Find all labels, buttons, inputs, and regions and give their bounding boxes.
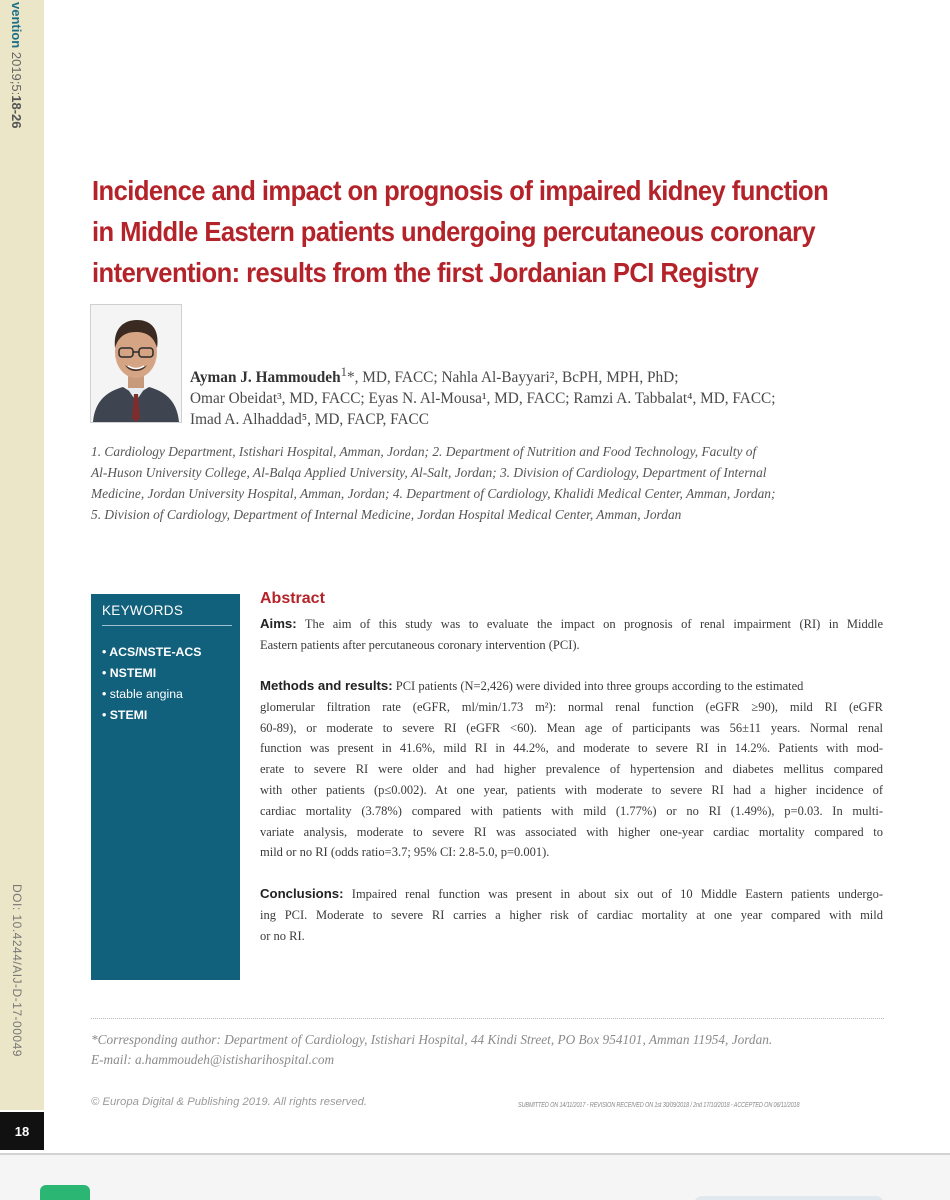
affiliation-line: 1. Cardiology Department, Istishari Hospital, Amman, Jordan; 2. Department of Nutrition and Food Technology, Faculty of	[91, 444, 757, 459]
abstract-heading: Abstract	[260, 590, 325, 607]
abstract-line: glomerular filtration rate (eGFR, ml/min/1.73 m²): normal renal function (eGFR ≥90), mild RI (eGFR	[260, 699, 883, 714]
lead-author-name: Ayman J. Hammoudeh	[190, 369, 341, 387]
abstract-line: or no RI.	[260, 928, 305, 943]
title-line: intervention: results from the first Jordanian PCI Registry	[92, 257, 759, 288]
affiliation-line: 5. Division of Cardiology, Department of Internal Medicine, Jordan Hospital Medical Center, Amman, Jordan	[91, 507, 682, 522]
app-logo-icon[interactable]	[40, 1185, 90, 1200]
title-line: in Middle Eastern patients undergoing percutaneous coronary	[92, 216, 816, 247]
keyword-item: • stable angina	[102, 687, 183, 701]
copyright-notice: © Europa Digital & Publishing 2019. All rights reserved.	[91, 1096, 368, 1108]
author-line: Imad A. Alhaddad⁵, MD, FACP, FACC	[190, 411, 429, 429]
journal-name: vention	[9, 2, 24, 49]
article-title	[92, 170, 845, 293]
journal-volume: 2019;5:18-26	[9, 51, 24, 129]
journal-pages: 18-26	[9, 95, 24, 129]
doi-label: DOI: 10.4244/AIJ-D-17-00049	[10, 884, 24, 1057]
abstract-line: Conclusions: Impaired renal function was present in about six out of 10 Middle Eastern patients undergo-	[260, 886, 883, 901]
page-number: 18	[0, 1112, 44, 1150]
abstract-line: with other patients (p≤0.002). At one year, patients with moderate to severe RI had a higher incidence of	[260, 782, 883, 797]
viewer-bottom-bar	[0, 1153, 950, 1200]
keywords-divider	[102, 625, 232, 626]
abstract-line: 60-89), or moderate to severe RI (eGFR <60). Mean age of participants was 56±11 years. Normal renal	[260, 720, 883, 735]
author-line: Ayman J. Hammoudeh$^1$*, MD, FACC; Nahla Al-Bayyari², BcPH, MPH, PhD;	[190, 365, 679, 387]
abstract-line: Eastern patients after percutaneous coronary intervention (PCI).	[260, 637, 580, 652]
submission-dates: SUBMITTED ON 14/11/2017 - REVISION RECEIVED ON 1st 30/09/2018 / 2nd 17/10/2018 - ACCEPTED ON 06/11/2018	[518, 1100, 800, 1109]
abstract-methods	[260, 676, 883, 863]
keyword-item: • ACS/NSTE-ACS	[102, 645, 202, 659]
affiliations	[91, 441, 891, 525]
aims-label: Aims:	[260, 616, 297, 631]
author-portrait-image	[91, 305, 181, 422]
conclusions-label: Conclusions:	[260, 886, 344, 901]
abstract-line: variate analysis, moderate to severe RI was associated with higher one-year cardiac mortality compared to	[260, 824, 883, 839]
author-photo	[90, 304, 182, 423]
author-list	[190, 362, 890, 430]
abstract-conclusions	[260, 884, 883, 946]
keyword-item: • STEMI	[102, 708, 148, 722]
abstract-line: function was present in 41.6%, mild RI in 44.2%, and moderate to severe RI in 14.2%. Patients with mod-	[260, 741, 883, 756]
author-line: Omar Obeidat³, MD, FACC; Eyas N. Al-Mousa¹, MD, FACC; Ramzi A. Tabbalat⁴, MD, FACC;	[190, 390, 776, 408]
viewer-pill-button[interactable]	[694, 1196, 884, 1200]
abstract-line: cardiac mortality (3.78%) compared with patients with mild (1.77%) or no RI (1.49%), p=0.03. In multi-	[260, 803, 883, 818]
corresponding-author	[91, 1030, 891, 1070]
journal-citation	[9, 2, 24, 128]
abstract-line: erate to severe RI were older and had higher prevalence of hypertension and diabetes mellitus compared	[260, 762, 883, 777]
affiliation-line: Al-Huson University College, Al-Balqa Applied University, Al-Salt, Jordan; 3. Division of Cardiology, Department of Internal	[91, 465, 767, 480]
title-line: Incidence and impact on prognosis of impaired kidney function	[92, 175, 829, 206]
corresponding-email: E-mail: a.hammoudeh@istisharihospital.com	[91, 1052, 335, 1067]
footnote-divider	[91, 1018, 884, 1019]
keyword-item: • NSTEMI	[102, 666, 157, 680]
keywords-list	[102, 642, 202, 726]
abstract-line: mild or no RI (odds ratio=3.7; 95% CI: 2.8-5.0, p=0.001).	[260, 845, 550, 860]
abstract-line: Methods and results: PCI patients (N=2,426) were divided into three groups according to the estimated	[260, 678, 804, 693]
abstract-line: Aims: The aim of this study was to evaluate the impact on prognosis of renal impairment (RI) in Middle	[260, 616, 883, 631]
keywords-heading: KEYWORDS	[102, 603, 184, 618]
abstract-aims	[260, 614, 883, 656]
corresponding-address: *Corresponding author: Department of Cardiology, Istishari Hospital, 44 Kindi Street, PO Box 954101, Amman 11954, Jordan.	[91, 1032, 773, 1047]
abstract-line: ing PCI. Moderate to severe RI carries a higher risk of cardiac mortality at one year compared with mild	[260, 907, 883, 922]
keywords-box	[91, 594, 240, 980]
methods-label: Methods and results:	[260, 678, 393, 693]
affiliation-line: Medicine, Jordan University Hospital, Amman, Jordan; 4. Department of Cardiology, Khalidi Medical Center, Amman, Jordan;	[91, 486, 776, 501]
